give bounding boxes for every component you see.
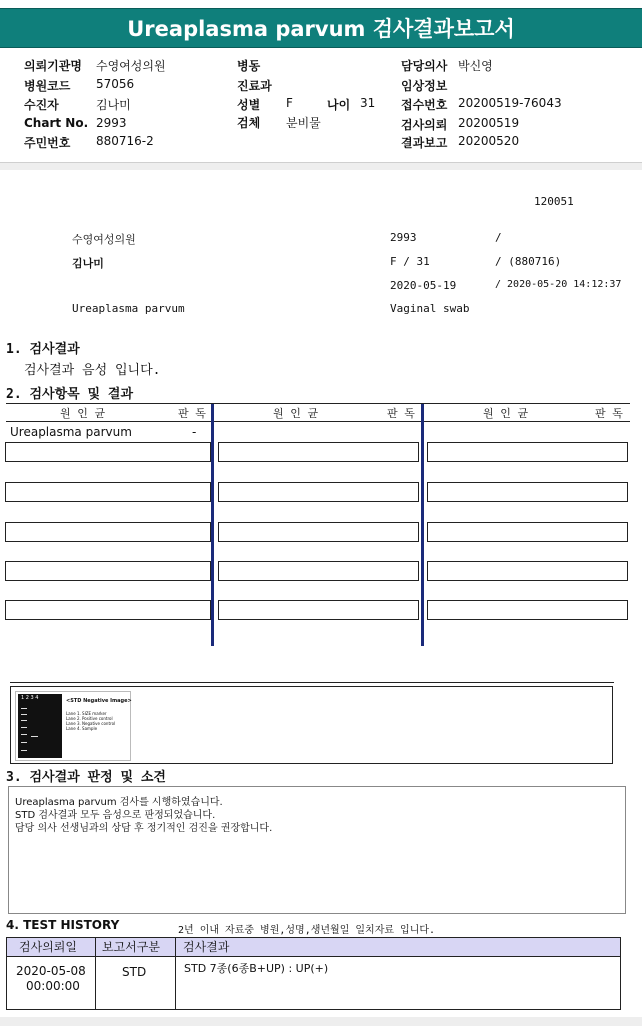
result-cell [218,561,419,581]
col-pathogen-1: 원 인 균 [60,407,106,420]
opinion-line-1: Ureaplasma parvum 검사를 시행하였습니다. [15,797,223,808]
ward-label: 병동 [237,59,261,73]
body-resident: / (880716) [495,255,562,268]
col-result-3: 판 독 [595,407,623,420]
col-pathogen-2: 원 인 균 [273,407,319,420]
result-cell [5,522,211,542]
specimen-label: 검체 [237,116,261,130]
title-bar [0,8,642,48]
result-cell [427,482,628,502]
body-sex-age: F / 31 [390,255,430,268]
age-value: 31 [360,96,376,110]
opinion-line-3: 담당 의사 선생님과의 상담 후 정기적인 검진을 권장합니다. [15,823,273,834]
col-result-1: 판 독 [178,407,206,420]
col-result-2: 판 독 [387,407,415,420]
section2-title: 2. 검사항목 및 결과 [6,387,134,402]
gel-legend-4: Lane 4. Sample [66,726,98,731]
result-cell [427,600,628,620]
result-cell [218,482,419,502]
code-label: 병원코드 [24,79,71,93]
patient-label: 수진자 [24,98,59,112]
body-specimen: Vaginal swab [390,302,470,315]
body-date-request: 2020-05-19 [390,279,457,292]
body-date-report: / 2020-05-20 14:12:37 [495,279,622,290]
sex-value: F [286,96,293,110]
body-patient: 김나미 [72,257,104,270]
history-col-result: 검사결과 [183,940,230,954]
body-code: 120051 [534,195,574,208]
col-pathogen-3: 원 인 균 [483,407,529,420]
age-label: 나이 [327,98,351,112]
result-cell [5,561,211,581]
gel-legend-3: Lane 3. Negative control [66,721,116,726]
specimen-value: 분비물 [286,116,321,130]
gel-title: <STD Negative Image> [66,698,132,704]
row1-pathogen: Ureaplasma parvum [10,425,132,439]
request-label: 검사의뢰 [401,118,448,132]
footer-bar [0,1017,642,1026]
header-separator [0,162,642,170]
history-col-type: 보고서구분 [102,940,160,954]
grid-divider [421,404,424,646]
row1-result: - [192,425,197,439]
chart-label: Chart No. [24,116,89,130]
body-slash: / [495,231,502,244]
report-label: 결과보고 [401,136,448,150]
history-row-type: STD [122,965,147,979]
history-row-result: STD 7종(6종B+UP) : UP(+) [184,962,329,975]
section4-note: 2년 이내 자료중 병원,성명,생년월일 일치자료 입니다. [178,925,436,936]
institution-label: 의뢰기관명 [24,59,82,73]
body-test-name: Ureaplasma parvum [72,302,185,315]
result-cell [5,482,211,502]
section3-title: 3. 검사결과 판정 및 소견 [6,770,166,785]
institution-value: 수영여성의원 [96,59,166,73]
result-cell [427,522,628,542]
gel-legend-2: Lane 2. Positive control [66,716,113,721]
doctor-value: 박신영 [458,59,493,73]
history-col-date: 검사의뢰일 [19,940,77,954]
gel-lane-numbers: 1 2 3 4 [21,695,39,701]
receipt-label: 접수번호 [401,98,448,112]
grid-divider [211,404,214,646]
request-value: 20200519 [458,116,520,130]
opinion-line-2: STD 검사결과 모두 음성으로 판정되었습니다. [15,810,216,821]
code-value: 57056 [96,77,135,91]
result-cell [5,600,211,620]
report-value: 20200520 [458,134,520,148]
gel-strip [18,694,62,758]
report-title: Ureaplasma parvum 검사결과보고서 [127,17,515,41]
chart-value: 2993 [96,116,127,130]
result-cell [5,442,211,462]
gel-legend-1: Lane 1. SIZE marker [66,711,107,716]
section1-title: 1. 검사결과 [6,342,80,357]
gel-image [15,691,131,761]
sex-label: 성별 [237,98,261,112]
opinion-box [8,786,626,914]
history-row-time: 00:00:00 [26,979,80,993]
result-cell [218,442,419,462]
section4-title: 4. TEST HISTORY [6,918,120,932]
history-table [6,937,621,1010]
dept-label: 진료과 [237,79,272,93]
history-header [7,938,620,957]
patient-value: 김나미 [96,98,131,112]
result-cell [427,561,628,581]
result-cell [218,522,419,542]
section1-text: 검사결과 음성 입니다. [24,363,161,378]
resident-label: 주민번호 [24,136,71,150]
receipt-value: 20200519-76043 [458,96,562,110]
doctor-label: 담당의사 [401,59,448,73]
resident-value: 880716-2 [96,134,154,148]
result-cell [427,442,628,462]
history-row-date: 2020-05-08 [16,964,86,978]
clinical-label: 임상정보 [401,79,448,93]
result-cell [218,600,419,620]
body-chart: 2993 [390,231,417,244]
body-clinic: 수영여성의원 [72,233,136,246]
